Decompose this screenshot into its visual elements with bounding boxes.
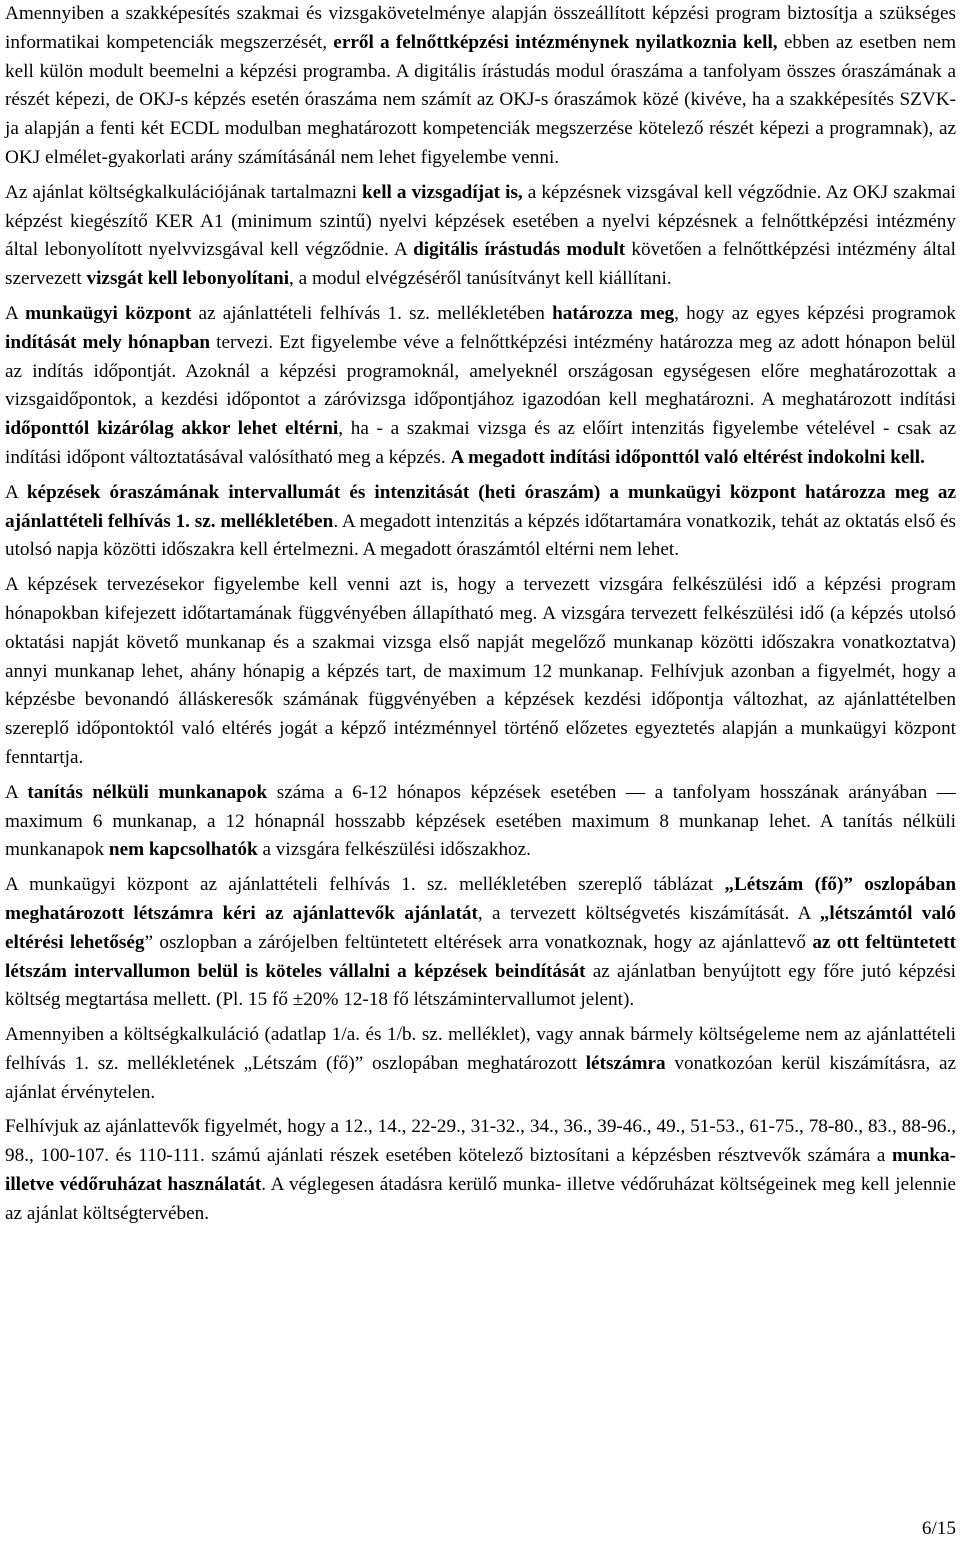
paragraph-exam-fee	[5, 179, 956, 294]
text-run: ebben az esetben nem kell külön modult beemelni a képzési programba. A digitális írástudás modul óraszáma a tanfolyam összes óraszámának a részét képezi, de OKJ-s képzés esetén óraszáma nem számít az OKJ-s óraszámok közé (kivéve, ha a szakképesítés SZVK-ja alapján a fenti két ECDL modulban meghatározott kompetenciák megszerzése kötelező részét képezi a programnak), az OKJ elmélet-gyakorlati arány számításánál nem lehet figyelembe venni.	[5, 31, 956, 168]
text-run: vonatkozóan kerül kiszámításra, az ajánlat érvénytelen.	[5, 1052, 956, 1103]
text-run: A	[5, 781, 28, 803]
bold-text-run: munka- illetve védőruházat használatát	[5, 1145, 956, 1196]
bold-text-run: erről a felnőttképzési intézménynek nyilatkoznia kell,	[333, 31, 778, 53]
bold-text-run: „Létszám (fő)” oszlopában meghatározott létszámra kéri az ajánlattevők ajánlatát	[5, 874, 957, 924]
text-run: , hogy az egyes képzési programok	[674, 302, 957, 324]
text-run: az ajánlatban benyújtott egy főre jutó képzési költség megtartása mellett. (Pl. 15 fő ±20% 12-18 fő létszámintervallumot jelent).	[5, 960, 956, 1011]
text-run: . A véglegesen átadásra kerülő munka- illetve védőruházat költségeinek meg kell jelennie az ajánlat költségtervében.	[5, 1174, 956, 1224]
bold-text-run: indítását mely hónapban	[5, 331, 211, 353]
text-run: . A megadott intenzitás a képzés időtartamára vonatkozik, tehát az oktatás első és utolsó napja közötti időszakra kell értelmezni. A megadott óraszámtól eltérni nem lehet.	[5, 510, 956, 561]
text-run: , a modul elvégzéséről tanúsítványt kell kiállítani.	[289, 268, 672, 290]
text-run: ” oszlopban a zárójelben feltüntetett eltérések arra vonatkoznak, hogy az ajánlattevő	[144, 931, 813, 953]
text-run: , ha - a szakmai vizsga és az előírt intenzitás figyelembe vételével - csak az indítási időpont változtatásával valósítható meg a képzés.	[5, 418, 956, 468]
bold-text-run: nem kapcsolhatók	[108, 839, 258, 861]
bold-text-run: létszámra	[585, 1052, 666, 1074]
bold-text-run: munkaügyi központ	[25, 302, 192, 324]
page-number: 6/15	[921, 1518, 956, 1539]
document-body	[5, 0, 956, 1235]
paragraph-digital-literacy	[5, 0, 956, 173]
paragraph-cost-calculation	[5, 1021, 956, 1107]
text-run: , a tervezett költségvetés kiszámítását. A	[477, 902, 820, 924]
text-run: a képzésnek vizsgával kell végződnie. Az OKJ szakmai képzést kiegészítő KER A1 (minimum szintű) nyelvi képzések esetében a nyelvi képzésnek a felnőttképzési intézmény által lebonyolított nyelvvizsgával kell végződnie. A	[5, 181, 956, 261]
paragraph-non-teaching-days	[5, 779, 956, 865]
text-run: tervezi. Ezt figyelembe véve a felnőttképzési intézmény határozza meg az adott hónapon belül az indítás időpontját. Azoknál a képzési programoknál, amelyeknél országosan egységesen előre meghatározottak a vizsgaidőpontok, a kezdési időpontot a záróvizsga időpontjához igazodóan kell meghatározni. A meghatározott indítási	[5, 331, 957, 411]
bold-text-run: tanítás nélküli munkanapok	[27, 781, 268, 803]
bold-text-run: digitális írástudás modult	[413, 239, 626, 261]
bold-text-run: vizsgát kell lebonyolítani	[86, 268, 290, 290]
text-run: Amennyiben a szakképesítés szakmai és vizsgakövetelménye alapján összeállított képzési program biztosítja a szükséges informatikai kompetenciák megszerzését,	[5, 3, 956, 53]
text-run: a vizsgára felkészülési időszakhoz.	[257, 839, 531, 861]
paragraph-exam-preparation	[5, 571, 956, 773]
bold-text-run: képzések óraszámának intervallumát és intenzitását (heti óraszám) a munkaügyi központ határozza meg az ajánlattételi felhívás 1. sz. mellékletében	[5, 481, 956, 532]
text-run: Amennyiben a költségkalkuláció (adatlap 1/a. és 1/b. sz. melléklet), vagy annak bármely költségeleme nem az ajánlattételi felhívás 1. sz. mellékletének „Létszám (fő)” oszlopában meghatározott	[5, 1024, 956, 1074]
paragraph-start-date	[5, 300, 956, 473]
text-run: az ajánlattételi felhívás 1. sz. mellékletében	[191, 302, 553, 324]
text-run: A	[5, 481, 27, 503]
paragraph-headcount	[5, 871, 956, 1015]
paragraph-protective-clothing	[5, 1113, 956, 1228]
bold-text-run: „létszámtól való eltérési lehetőség	[5, 902, 956, 953]
paragraph-hours-intensity	[5, 479, 956, 565]
text-run: A képzések tervezésekor figyelembe kell venni azt is, hogy a tervezett vizsgára felkészülési idő a képzési program hónapokban kifejezett időtartamának függvényében állapítható meg. A vizsgára tervezett felkészülési idő (a képzés utolsó oktatási napját követő munkanap és a szakmai vizsga első napját megelőző munkanap közötti időszakra vonatkoztatva) annyi munkanap lehet, ahány hónapig a képzés tart, de maximum 12 munkanap. Felhívjuk azonban a figyelmét, hogy a képzésbe bevonandó álláskeresők számának függvényében a képzések kezdési időpontja változhat, az ajánlattételben szereplő időpontoktól való eltérés jogát a képző intézménnyel történő előzetes egyeztetés alapján a munkaügyi központ fenntartja.	[5, 574, 956, 768]
bold-text-run: időponttól kizárólag akkor lehet eltérni	[5, 418, 339, 440]
bold-text-run: határozza meg	[552, 302, 675, 324]
text-run: száma a 6-12 hónapos képzések esetében — a tanfolyam hosszának arányában — maximum 6 munkanap, a 12 hónapnál hosszabb képzések esetében maximum 8 munkanap lehet. A tanítás nélküli munkanapok	[5, 781, 956, 861]
bold-text-run: A megadott indítási időponttól való eltérést indokolni kell.	[450, 446, 925, 468]
text-run: Felhívjuk az ajánlattevők figyelmét, hogy a 12., 14., 22-29., 31-32., 34., 36., 39-46., 49., 51-53., 61-75., 78-80., 83., 88-96., 98., 100-107. és 110-111. számú ajánlati részek esetében kötelező biztosítani a képzésben résztvevők számára a	[5, 1116, 956, 1167]
text-run: A	[5, 302, 26, 324]
text-run: követően a felnőttképzési intézmény által szervezett	[5, 239, 956, 290]
text-run: Az ajánlat költségkalkulációjának tartalmazni	[5, 181, 362, 203]
text-run: A munkaügyi központ az ajánlattételi felhívás 1. sz. mellékletében szereplő táblázat	[5, 874, 725, 896]
bold-text-run: az ott feltüntetett létszám intervallumon belül is köteles vállalni a képzések beindítását	[5, 931, 957, 982]
bold-text-run: kell a vizsgadíjat is,	[362, 181, 523, 203]
